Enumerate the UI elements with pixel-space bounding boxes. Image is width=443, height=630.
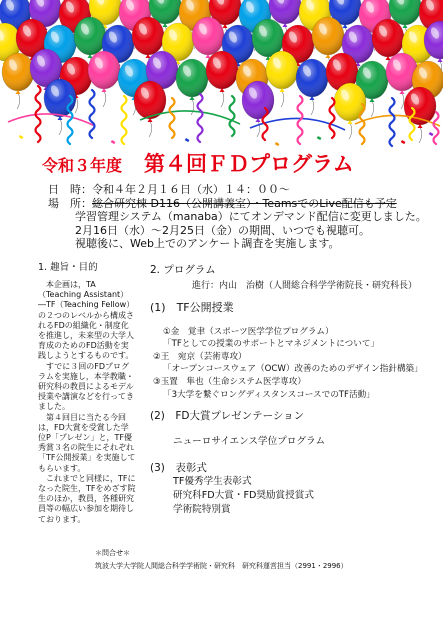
- confetti: [317, 136, 322, 140]
- program-heading: 2. プログラム: [150, 264, 216, 276]
- moderator: 進行：内山 治樹（人間総合科学学術院長・研究科長）: [192, 281, 418, 291]
- tf-lecture-presenter-1: ①金 覚聿（スポーツ医学学位プログラム）: [163, 327, 334, 337]
- title-year: 令和３年度: [42, 156, 123, 175]
- place-label: 場 所：: [48, 196, 92, 210]
- purpose-paragraph: 本企画は，TA（Teaching Assistant）―TF（Teaching Fellow）の２つのレベルから構成されるFDの組織化・制度化を推進し，未来型の大学人育成のためのFD活動を実践しようとするものです。: [38, 280, 135, 361]
- balloon: [242, 81, 274, 137]
- delivery-note: 学習管理システム（manaba）にてオンデマンド配信に変更しました。: [75, 210, 427, 223]
- confetti: [401, 140, 406, 144]
- streamer: [122, 96, 127, 144]
- balloon-decoration: [0, 0, 443, 150]
- place-row: [48, 197, 427, 211]
- streamer: [434, 112, 439, 144]
- ceremony-item: 学術院特別賞: [173, 504, 231, 515]
- confetti: [185, 138, 190, 142]
- tf-lecture-presenter-2: ②王 宛京（芸術専攻）: [153, 352, 247, 362]
- survey-note: 視聴後に、Web上でのアンケート調査を実施します。: [75, 237, 340, 250]
- confetti: [19, 135, 24, 139]
- event-details: [48, 183, 427, 251]
- streamer: [230, 96, 235, 136]
- streamer: [198, 94, 203, 142]
- purpose-heading: 1. 趣旨・目的: [38, 262, 98, 273]
- ceremony-heading: (3) 表彰式: [150, 462, 207, 474]
- confetti: [111, 140, 116, 144]
- balloon: [334, 83, 366, 139]
- purpose-paragraph: すでに３回のFDプログラムを実施し，本学教職・研究科の教員によるモデル授業や講演などを行ってきました。: [38, 361, 134, 412]
- tf-lecture-title-2: 「オープンコースウェア（OCW）改善のためのデザイン指針構築」: [163, 364, 423, 374]
- title-main: 第４回ＦＤプログラム: [144, 151, 354, 176]
- place-old-struck: 総合研究棟 D116（公開講義室）・TeamsでのLive配信も予定: [92, 196, 397, 210]
- tf-lecture-title-1: 「TFとしての授業のサポートとマネジメントについて」: [163, 339, 380, 349]
- tf-lectures-heading: (1) TF公開授業: [150, 301, 234, 314]
- balloon: [44, 79, 76, 135]
- confetti: [429, 132, 434, 136]
- date-label: 日 時：: [48, 183, 92, 196]
- streamer: [330, 98, 335, 138]
- date-value: 令和４年２月１６日（水）１４：００～: [92, 183, 290, 196]
- fd-award-item: ニューロサイエンス学位プログラム: [173, 436, 326, 447]
- purpose-paragraph: 第４回目に当たる今回は，FD大賞を受賞した学位P「プレゼン」と，TF優秀賞３名の院生にそれぞれ「TF公開授業」を実施してもらいます。: [38, 412, 136, 473]
- ceremony-item: 研究科FD大賞・FD奨励賞授賞式: [173, 490, 314, 501]
- streamer: [170, 98, 175, 138]
- balloon: [296, 59, 328, 115]
- ribbon: [8, 114, 95, 126]
- balloon: [176, 59, 208, 115]
- fd-award-heading: (2) FD大賞プレゼンテーション: [150, 410, 305, 422]
- page-title: [42, 146, 354, 180]
- streamer: [298, 96, 303, 144]
- balloon: [134, 81, 166, 137]
- purpose-paragraph: これまでと同様に，TFになった院生，TFをめざす院生のほか，教員，各種研究員等の幅広い参加を期待しております。: [38, 473, 136, 524]
- ceremony-item: TF優秀学生表彰式: [173, 476, 252, 487]
- date-row: [48, 183, 427, 197]
- balloon: [2, 53, 34, 109]
- tf-lecture-title-3: 「3大学を繋ぐロングディスタンスコースでのTF活動」: [163, 390, 375, 400]
- streamer: [390, 98, 395, 146]
- tf-lecture-presenter-3: ③玉置 隼也（生命システム医学専攻）: [153, 377, 306, 387]
- purpose-section: [38, 262, 136, 525]
- contact-text: 筑波大学大学院人間総合科学学術院・研究科 研究科運営担当（2991・2996）: [95, 561, 348, 570]
- viewing-period-note: 2月16日（水）～2月25日（金）の期間、いつでも視聴可。: [75, 223, 370, 237]
- contact-footer: [95, 547, 348, 572]
- contact-label: ＊問合せ＊: [95, 549, 130, 557]
- streamer: [90, 90, 95, 138]
